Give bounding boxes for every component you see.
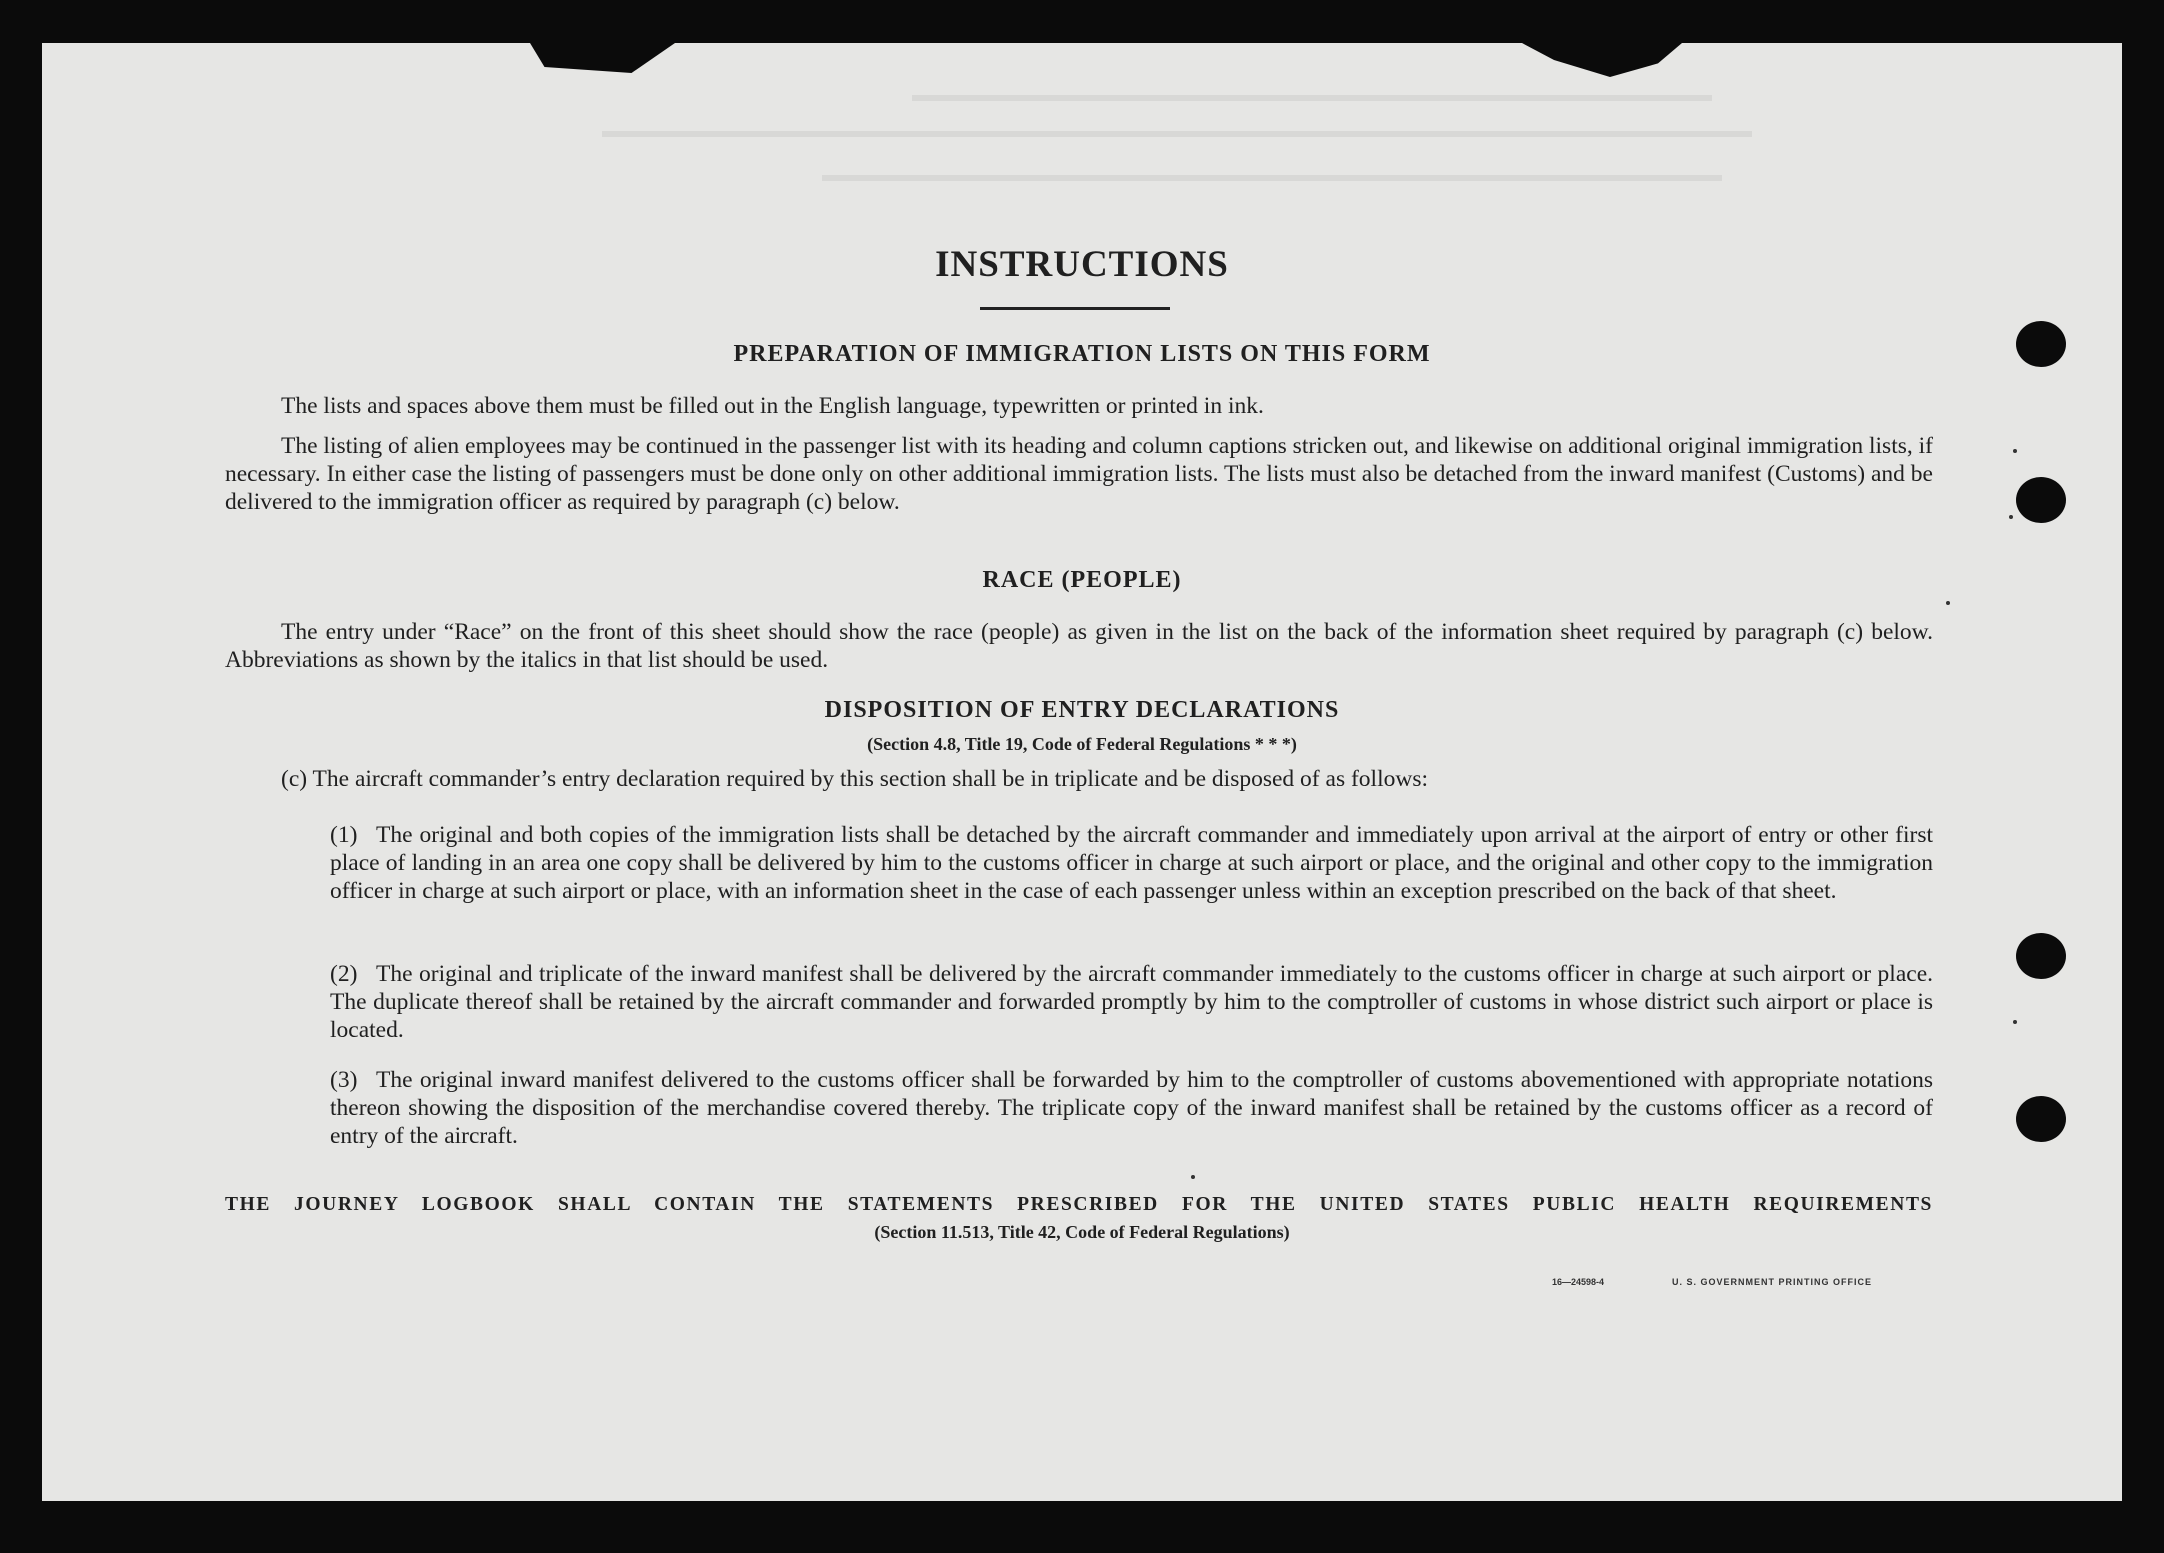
speck	[2009, 515, 2013, 519]
page-title: INSTRUCTIONS	[935, 244, 1229, 285]
section-heading-race: RACE (PEOPLE)	[982, 567, 1182, 593]
speck	[2013, 449, 2017, 453]
item-number: (2)	[330, 961, 358, 987]
speck	[1191, 1175, 1195, 1179]
item-text: The original and triplicate of the inward manifest shall be delivered by the aircraft commander immediately to the customs officer in charge at such airport or place. The duplicate thereof shall be retained by the aircraft commander and forwarded promptly by him to the comptroller of customs in whose district such airport or place is located.	[330, 961, 1933, 1043]
preparation-paragraph-2: The listing of alien employees may be continued in the passenger list with its heading and column captions stricken out, and likewise on additional original immigration lists, if necessary. In either case the listing of passengers must be done only on other additional immigration lists. The lists must also be detached from the inward manifest (Customs) and be delivered to the immigration officer as required by paragraph (c) below.	[225, 433, 1933, 515]
document-page	[42, 43, 2122, 1501]
disposition-intro: (c) The aircraft commander’s entry declaration required by this section shall be in triplicate and be disposed of as follows:	[281, 766, 1428, 792]
printer-imprint: U. S. GOVERNMENT PRINTING OFFICE	[1672, 1277, 1873, 1287]
item-number: (3)	[330, 1067, 358, 1093]
section-heading-disposition: DISPOSITION OF ENTRY DECLARATIONS	[824, 697, 1340, 723]
health-requirements-statement: THE JOURNEY LOGBOOK SHALL CONTAIN THE STATEMENTS PRESCRIBED FOR THE UNITED STATES PUBLIC HEALTH REQUIREMENTS	[225, 1194, 1933, 1215]
torn-edge	[1522, 43, 1682, 77]
torn-edge	[530, 43, 675, 73]
form-number: 16—24598-4	[1552, 1277, 1605, 1287]
race-paragraph: The entry under “Race” on the front of this sheet should show the race (people) as given in the list on the back of the information sheet required by paragraph (c) below. Abbreviations as shown by the italics in that list should be used.	[225, 619, 1933, 673]
item-number: (1)	[330, 822, 358, 848]
speck	[1946, 601, 1950, 605]
preparation-paragraph-1: The lists and spaces above them must be filled out in the English language, typewritten or printed in ink.	[281, 393, 1264, 419]
show-through-decoration	[822, 175, 1722, 181]
section-heading-preparation: PREPARATION OF IMMIGRATION LISTS ON THIS FORM	[733, 341, 1431, 367]
show-through-decoration	[602, 131, 1752, 137]
punch-hole	[2016, 933, 2066, 979]
disposition-item-3	[330, 1066, 1933, 1150]
disposition-citation: (Section 4.8, Title 19, Code of Federal Regulations * * *)	[867, 734, 1297, 754]
title-underline	[980, 307, 1170, 310]
punch-hole	[2016, 477, 2066, 523]
show-through-decoration	[912, 95, 1712, 101]
punch-hole	[2016, 1096, 2066, 1142]
disposition-item-2	[330, 960, 1933, 1044]
speck	[2013, 1020, 2017, 1024]
item-text: The original inward manifest delivered to the customs officer shall be forwarded by him to the comptroller of customs abovementioned with appropriate notations thereon showing the disposition of the merchandise covered thereby. The triplicate copy of the inward manifest shall be retained by the customs officer as a record of entry of the aircraft.	[330, 1067, 1933, 1149]
disposition-item-1	[330, 821, 1933, 905]
item-text: The original and both copies of the immigration lists shall be detached by the aircraft commander and immediately upon arrival at the airport of entry or other first place of landing in an area one copy shall be delivered by him to the customs officer in charge at such airport or place, and the original and other copy to the immigration officer in charge at such airport or place, with an information sheet in the case of each passenger unless within an exception prescribed on the back of that sheet.	[330, 822, 1933, 904]
health-requirements-citation: (Section 11.513, Title 42, Code of Federal Regulations)	[874, 1222, 1290, 1242]
